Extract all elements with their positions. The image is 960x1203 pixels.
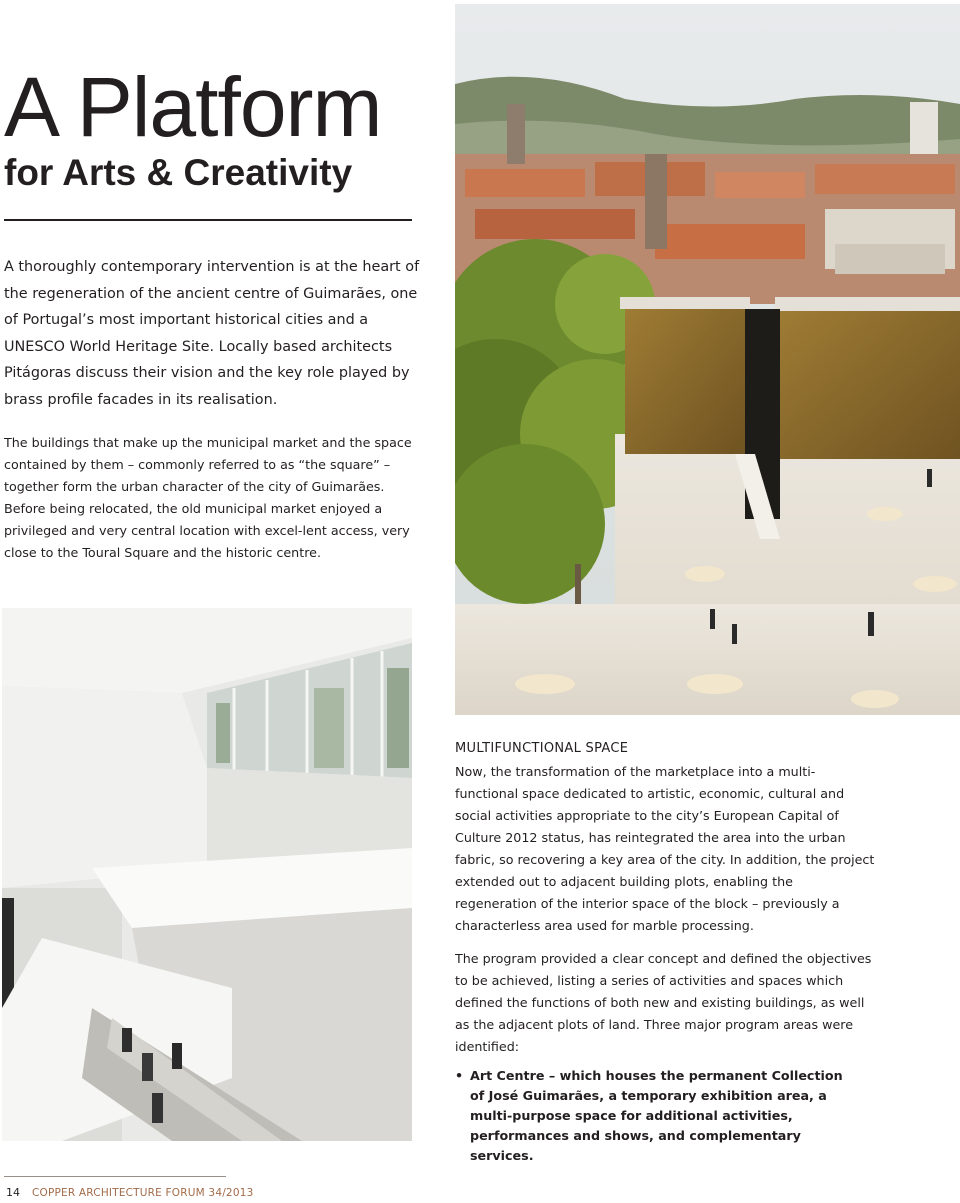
article-subtitle: for Arts & Creativity [4,152,353,193]
interior-atrium-illustration [2,608,412,1141]
program-paragraph: The program provided a clear concept and defined the objectives to be achieved, listing a series of activities and spaces which defined the functions of both new and existing buildings, as well as the adjacent plots of land. Three major program areas were identified: [455,951,872,1054]
program-areas-list [455,1066,860,1166]
aerial-city-illustration [455,4,960,715]
publication-name: COPPER ARCHITECTURE FORUM 34/2013 [32,1187,254,1199]
list-item [455,1066,860,1166]
interior-atrium-photo [2,608,412,1141]
list-item-text: Art Centre – which houses the permanent Collection of José Guimarães, a temporary exhibition area, a multi-purpose space for additional activities, performances and shows, and complementary services. [470,1068,843,1163]
multifunctional-paragraph: Now, the transformation of the marketplace into a multi-functional space dedicated to artistic, economic, cultural and social activities appropriate to the city’s European Capital of Culture 2012 status, has reintegrated the area into the urban fabric, so recovering a key area of the city. In addition, the project extended out to adjacent building plots, enabling the regeneration of the interior space of the block – previously a characterless area used for marble processing. [455,764,875,933]
bullet-icon: • [455,1068,464,1083]
page-footer [4,1185,504,1203]
page-number: 14 [6,1186,20,1199]
footer-divider [4,1176,226,1177]
lead-paragraph: A thoroughly contemporary intervention is at the heart of the regeneration of the ancient centre of Guimarães, one of Portugal’s most important historical cities and a UNESCO World Heritage Site. Locally based architects Pitágoras discuss their vision and the key role played by brass profile facades in its realisation. [4,259,420,408]
intro-body-paragraph: The buildings that make up the municipal market and the space contained by them – commonly referred to as “the square” – together form the urban character of the city of Guimarães. Before being relocated, the old municipal market enjoyed a privileged and very central location with excel-lent access, very close to the Toural Square and the historic centre. [4,435,412,560]
aerial-city-photo [455,4,960,715]
title-divider [4,219,412,221]
article-title: A Platform [4,60,382,154]
section-heading: MULTIFUNCTIONAL SPACE [455,741,629,756]
